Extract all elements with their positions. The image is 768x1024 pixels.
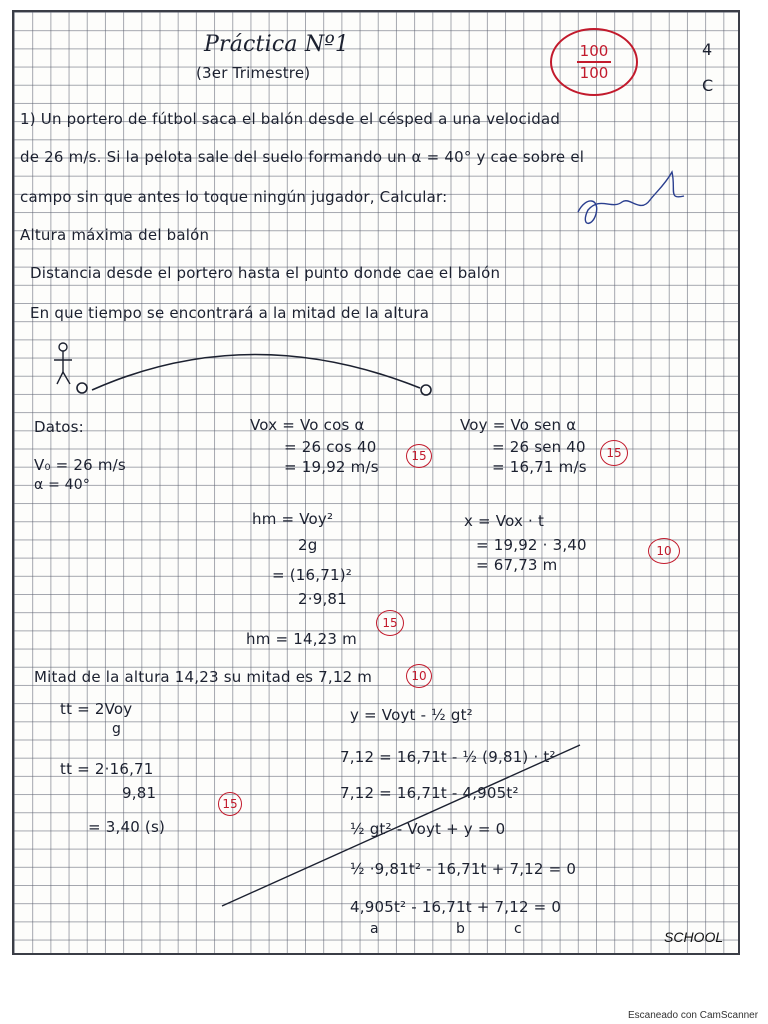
tt-line-1: tt = 2Voy (60, 700, 133, 718)
tt-line-4: 9,81 (122, 784, 157, 802)
question-2: Distancia desde el portero hasta el punto donde cae el balón (30, 264, 501, 282)
hm-score: 15 (376, 610, 404, 636)
question-3: En que tiempo se encontrará a la mitad de la altura (30, 304, 430, 322)
corner-number: 4 (702, 40, 713, 59)
equation-line-6: 4,905t² - 16,71t + 7,12 = 0 (350, 898, 562, 916)
corner-letter: C (702, 76, 714, 95)
datos-label: Datos: (34, 418, 84, 436)
tt-score: 15 (218, 792, 242, 816)
grade-denominator: 100 (579, 63, 609, 82)
page-subtitle: (3er Trimestre) (196, 64, 311, 82)
coefficient-a: a (370, 921, 379, 937)
vox-line-1: Vox = Vo cos α (250, 416, 365, 434)
equation-line-4: ½ gt² - Voyt + y = 0 (350, 820, 506, 838)
hm-line-1: hm = Voy² (252, 510, 334, 528)
teacher-signature (578, 172, 684, 223)
grade-numerator: 100 (579, 42, 609, 61)
scanner-footer: Escaneado con CamScanner (628, 1010, 759, 1021)
hm-line-5: hm = 14,23 m (246, 630, 357, 648)
hm-line-4: 2·9,81 (298, 590, 347, 608)
distance-line-2: = 19,92 · 3,40 (476, 536, 587, 554)
voy-line-1: Voy = Vo sen α (460, 416, 577, 434)
distance-line-1: x = Vox · t (464, 512, 545, 530)
datos-velocity: V₀ = 26 m/s (34, 456, 126, 474)
equation-line-5: ½ ·9,81t² - 16,71t + 7,12 = 0 (350, 860, 577, 878)
hm-line-3: = (16,71)² (272, 566, 352, 584)
distance-line-3: = 67,73 m (476, 556, 558, 574)
vox-score: 15 (406, 444, 432, 468)
half-height-score: 10 (406, 664, 432, 688)
tt-line-5: = 3,40 (s) (88, 818, 166, 836)
coefficient-c: c (514, 921, 522, 937)
problem-line-1: 1) Un portero de fútbol saca el balón desde el césped a una velocidad (20, 110, 561, 128)
vox-line-3: = 19,92 m/s (284, 458, 379, 476)
distance-score: 10 (648, 538, 680, 564)
equation-line-2: 7,12 = 16,71t - ½ (9,81) · t² (340, 748, 556, 766)
hm-line-2: 2g (298, 536, 318, 554)
tt-line-3: tt = 2·16,71 (60, 760, 154, 778)
coefficient-b: b (456, 921, 466, 937)
voy-line-3: = 16,71 m/s (492, 458, 587, 476)
datos-angle: α = 40° (34, 477, 91, 493)
notebook-brand-stamp: SCHOOL (664, 929, 724, 945)
page-title: Práctica Nº1 (204, 32, 350, 57)
voy-line-2: = 26 sen 40 (492, 438, 586, 456)
trajectory-sketch (77, 354, 431, 395)
equation-line-1: y = Voyt - ½ gt² (350, 706, 473, 724)
goalkeeper-figure (54, 343, 72, 384)
problem-line-3: campo sin que antes lo toque ningún jugador, Calcular: (20, 188, 448, 206)
voy-score: 15 (600, 440, 628, 466)
tt-line-2: g (112, 721, 122, 737)
problem-line-2: de 26 m/s. Si la pelota sale del suelo formando un α = 40° y cae sobre el (20, 148, 585, 166)
equation-line-3: 7,12 = 16,71t - 4,905t² (340, 784, 519, 802)
question-1: Altura máxima del balón (20, 226, 210, 244)
vox-line-2: = 26 cos 40 (284, 438, 377, 456)
half-height-statement: Mitad de la altura 14,23 su mitad es 7,12 m (34, 668, 373, 686)
